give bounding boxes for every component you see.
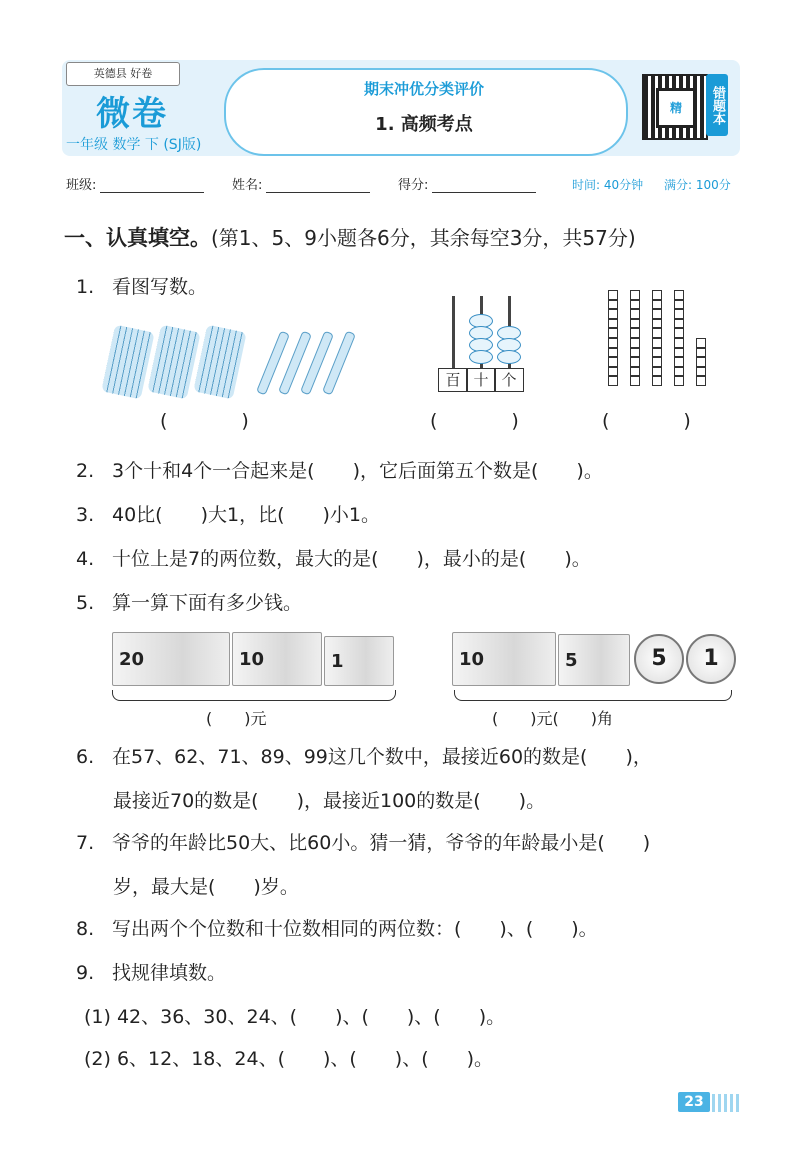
section-title: 一、认真填空。(第1、5、9小题各6分，其余每空3分，共57分) [64, 226, 636, 250]
banknote-5: 5 [558, 634, 630, 686]
unit-square [608, 357, 618, 367]
bundle-of-ten [193, 325, 246, 400]
bead [469, 350, 493, 364]
unit-square [652, 290, 662, 300]
brand-title: 微卷 [96, 94, 168, 134]
error-book-tag: 错题本 [706, 74, 728, 136]
unit-square [608, 328, 618, 338]
question-5: 5. 算一算下面有多少钱。 [76, 592, 303, 614]
question-9-part-2: (2) 6、12、18、24、( )、( )、( )。 [84, 1048, 494, 1070]
score-label: 得分: [398, 178, 429, 193]
time-limit: 时间: 40分钟 [572, 178, 644, 192]
question-4: 4. 十位上是7的两位数，最大的是( )，最小的是( )。 [76, 548, 591, 570]
question-1: 1. 看图写数。 [76, 276, 208, 298]
unit-square [630, 376, 640, 386]
answer-blank-1c[interactable]: ( ) [602, 410, 691, 432]
question-3: 3. 40比( )大1，比( )小1。 [76, 504, 381, 526]
unit-square [608, 338, 618, 348]
banknote-10: 10 [232, 632, 322, 686]
grade-subject: 一年级 数学 下 (SJ版) [66, 137, 202, 153]
unit-square [608, 376, 618, 386]
unit-square [630, 367, 640, 377]
unit-square [608, 290, 618, 300]
unit-square [608, 348, 618, 358]
unit-square [696, 367, 706, 377]
banknote-10: 10 [452, 632, 556, 686]
brace-left [112, 690, 396, 701]
unit-square [674, 338, 684, 348]
ones-label: 个 [494, 368, 524, 392]
full-score: 满分: 100分 [664, 178, 731, 192]
unit-square [674, 357, 684, 367]
unit-square [630, 328, 640, 338]
question-7-line-2: 岁，最大是( )岁。 [113, 876, 299, 898]
bundle-of-ten [101, 325, 154, 400]
tens-blocks-figure [608, 290, 718, 396]
unit-square [652, 300, 662, 310]
unit-square [630, 300, 640, 310]
unit-square [696, 376, 706, 386]
unit-square [696, 348, 706, 358]
unit-square [674, 367, 684, 377]
unit-square [674, 319, 684, 329]
unit-square [608, 319, 618, 329]
name-label: 姓名: [232, 178, 263, 193]
exam-topic: 1. 高频考点 [375, 114, 473, 135]
unit-square [630, 357, 640, 367]
answer-blank-5b[interactable]: ( )元( )角 [492, 709, 613, 728]
unit-square [674, 348, 684, 358]
unit-square [652, 328, 662, 338]
exam-series-title: 期末冲优分类评价 [363, 80, 484, 98]
coin-5-jiao: 5 [634, 634, 684, 684]
question-6-line-2: 最接近70的数是( )，最接近100的数是( )。 [113, 790, 546, 812]
question-7: 7. 爷爷的年龄比50大、比60小。猜一猜，爷爷的年龄最小是( ) [76, 832, 651, 854]
unit-square [652, 338, 662, 348]
brand-logo: 英德县 好卷 [66, 62, 180, 86]
unit-square [674, 300, 684, 310]
answer-blank-1a[interactable]: ( ) [160, 410, 249, 432]
unit-square [630, 319, 640, 329]
abacus-figure [436, 292, 528, 396]
page-number: 23 [678, 1092, 710, 1112]
qr-center-label: 精 [656, 88, 696, 128]
banknote-1: 1 [324, 636, 394, 686]
unit-square [630, 290, 640, 300]
unit-square [630, 338, 640, 348]
unit-square [652, 376, 662, 386]
unit-square [674, 376, 684, 386]
name-field[interactable] [232, 174, 370, 193]
question-2: 2. 3个十和4个一合起来是( )，它后面第五个数是( )。 [76, 460, 603, 482]
hundreds-label: 百 [438, 368, 468, 392]
question-8: 8. 写出两个个位数和十位数相同的两位数：( )、( )。 [76, 918, 598, 940]
answer-blank-5a[interactable]: ( )元 [206, 709, 267, 728]
tens-label: 十 [466, 368, 496, 392]
unit-square [630, 309, 640, 319]
score-field[interactable] [398, 174, 536, 193]
class-label: 班级: [66, 178, 97, 193]
unit-square [696, 357, 706, 367]
stick-bundles-figure [108, 322, 258, 402]
bundle-of-ten [147, 325, 200, 400]
class-field[interactable] [66, 174, 204, 193]
unit-square [652, 367, 662, 377]
unit-square [652, 357, 662, 367]
question-9-part-1: (1) 42、36、30、24、( )、( )、( )。 [84, 1006, 506, 1028]
bead [497, 350, 521, 364]
unit-square [630, 348, 640, 358]
unit-square [652, 309, 662, 319]
question-9: 9. 找规律填数。 [76, 962, 227, 984]
unit-square [674, 328, 684, 338]
unit-square [674, 290, 684, 300]
page-decoration [712, 1094, 742, 1112]
answer-blank-1b[interactable]: ( ) [430, 410, 519, 432]
unit-square [652, 348, 662, 358]
unit-square [608, 367, 618, 377]
unit-square [674, 309, 684, 319]
section-note: (第1、5、9小题各6分，其余每空3分，共57分) [211, 226, 636, 250]
unit-square [608, 300, 618, 310]
question-6: 6. 在57、62、71、89、99这几个数中，最接近60的数是( )， [76, 746, 652, 768]
coin-1-jiao: 1 [686, 634, 736, 684]
unit-square [652, 319, 662, 329]
banknote-20: 20 [112, 632, 230, 686]
unit-square [696, 338, 706, 348]
unit-square [608, 309, 618, 319]
brace-right [454, 690, 732, 701]
